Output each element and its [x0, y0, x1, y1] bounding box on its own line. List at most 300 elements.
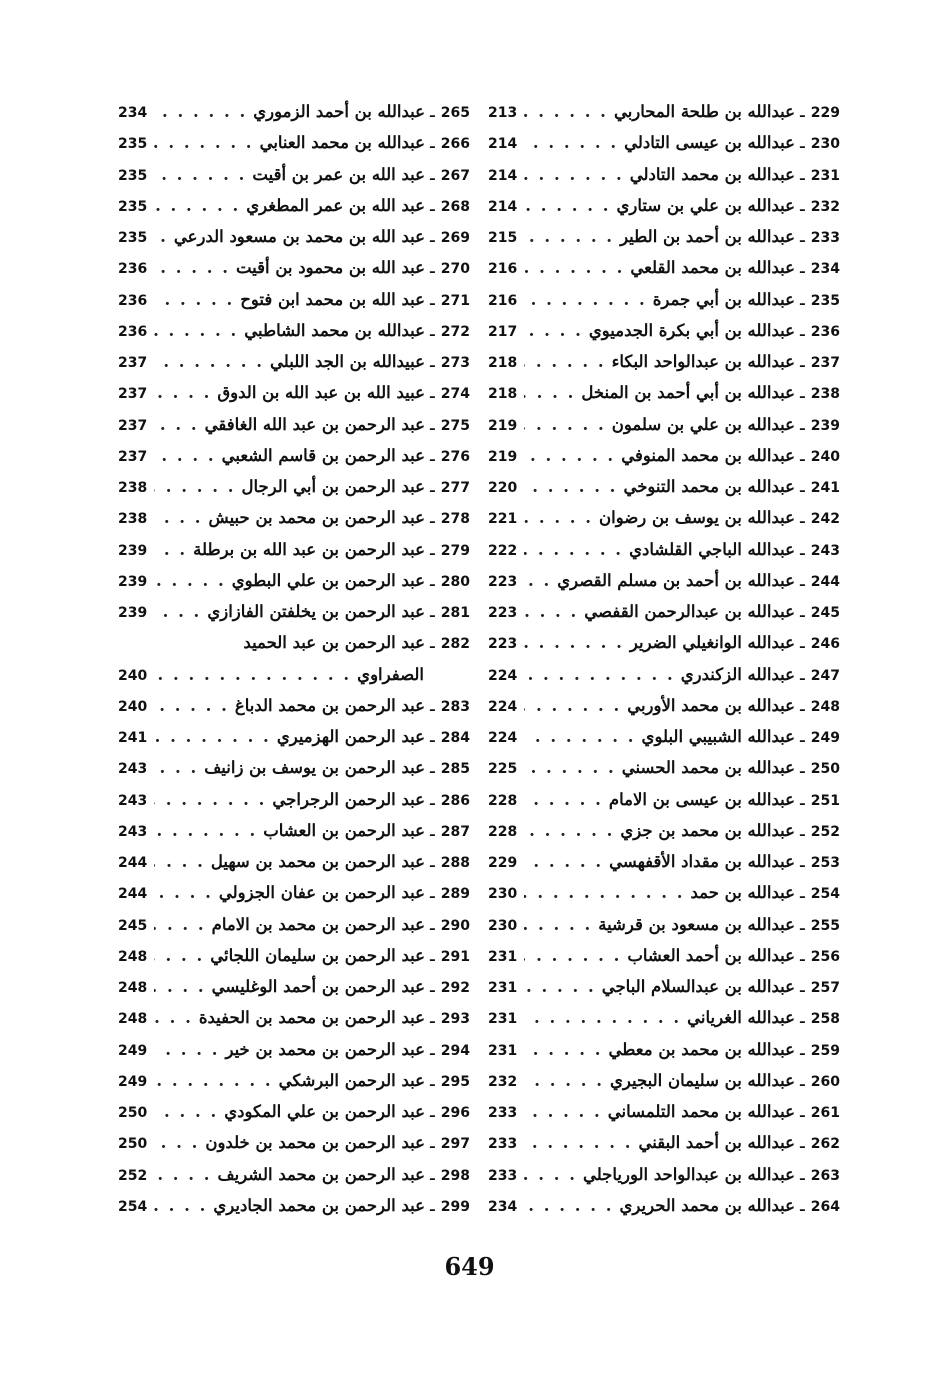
entry-name: عبدالله بن حمد [690, 883, 795, 903]
index-entry [118, 940, 470, 971]
entry-name: عبد الرحمن بن محمد الشريف [217, 1164, 425, 1184]
index-entry [488, 440, 840, 471]
entry-separator: ـ [799, 230, 805, 246]
dot-leader [154, 221, 168, 252]
entry-separator: ـ [429, 105, 435, 121]
entry-name: عبدالله بن محمد التلمساني [607, 1102, 795, 1121]
entry-number: 241 [810, 480, 840, 496]
entry-page-ref: 250 [118, 1105, 148, 1121]
entry-number: 273 [440, 355, 470, 371]
entry-separator: ـ [429, 823, 435, 840]
entry-page-ref: 241 [118, 730, 148, 746]
dot-leader [524, 440, 615, 471]
dot-leader [524, 409, 606, 440]
entry-separator: ـ [799, 198, 805, 215]
entry-separator: ـ [429, 542, 435, 559]
dot-leader [524, 315, 583, 346]
index-entry [488, 190, 840, 221]
index-entry [118, 502, 470, 533]
entry-number: 251 [810, 792, 840, 809]
entry-number: 259 [810, 1042, 840, 1059]
dot-leader [524, 127, 618, 158]
entry-number: 272 [440, 323, 470, 340]
entry-name: عبد الرحمن بن عبد الحميد [243, 633, 425, 653]
index-entry [488, 627, 840, 658]
index-entry [118, 627, 470, 658]
dot-leader [154, 940, 204, 971]
entry-separator: ـ [429, 292, 435, 309]
entry-number: 270 [440, 261, 470, 278]
entry-page-ref: 233 [488, 1105, 518, 1121]
entry-name: عبد الرحمن الرجراجي [272, 789, 425, 809]
entry-name: عبد الله بن عمر المطغري [246, 195, 425, 215]
entry-separator: ـ [799, 855, 805, 871]
index-entry [118, 1065, 470, 1096]
entry-page-ref: 225 [488, 761, 518, 778]
entry-separator: ـ [799, 480, 805, 496]
entry-name: عبدالله بن طلحة المحاربي [613, 102, 795, 121]
entry-separator: ـ [429, 980, 435, 996]
dot-leader [154, 752, 198, 783]
entry-page-ref: 216 [488, 292, 518, 309]
entry-name: عبد الرحمن البرشكي [278, 1070, 425, 1090]
index-entry [488, 252, 840, 283]
index-entry [488, 1002, 840, 1033]
entry-number: 269 [440, 230, 470, 246]
index-entry [488, 1034, 840, 1065]
entry-page-ref: 240 [118, 667, 148, 684]
entry-separator: ـ [799, 948, 805, 965]
entry-name: عبدالله الغرياني [687, 1008, 795, 1028]
entry-number: 260 [810, 1073, 840, 1090]
index-entry [488, 471, 840, 502]
entry-name: عبدالله بن سليمان البجيري [609, 1070, 795, 1090]
dot-leader [154, 440, 216, 471]
entry-separator: ـ [429, 511, 435, 528]
dot-leader [154, 721, 271, 752]
index-entry [118, 971, 470, 1002]
dot-leader [524, 1034, 603, 1065]
entry-page-ref: 214 [488, 136, 518, 153]
dot-leader [524, 721, 636, 752]
entry-separator: ـ [799, 511, 805, 528]
entry-separator: ـ [799, 917, 805, 934]
entry-name: عبد الرحمن بن محمد بن الامام [211, 914, 425, 934]
dot-leader [524, 1096, 602, 1127]
index-entry [118, 877, 470, 908]
entry-number: 231 [810, 167, 840, 184]
entry-page-ref: 235 [118, 230, 148, 246]
entry-separator: ـ [429, 573, 435, 590]
index-entry [488, 877, 840, 908]
index-entry [118, 565, 470, 596]
dot-leader [154, 784, 266, 815]
entry-name: عبد الله بن عمر بن أقيت [252, 164, 425, 184]
entry-page-ref: 217 [488, 323, 518, 340]
entry-name: عبدالله بن محمد القلعي [630, 258, 795, 278]
entry-number: 256 [810, 948, 840, 965]
entry-separator: ـ [799, 698, 805, 715]
index-entry [118, 252, 470, 283]
entry-page-ref: 231 [488, 1011, 518, 1028]
entry-page-ref: 236 [118, 323, 148, 340]
entry-page-ref: 245 [118, 917, 148, 934]
index-entry [488, 784, 840, 815]
entry-separator: ـ [799, 761, 805, 778]
index-entry [118, 815, 470, 846]
entry-number: 262 [810, 1136, 840, 1153]
entry-name: عبدالله بن محمد التنوخي [623, 477, 795, 496]
entry-separator: ـ [429, 761, 435, 778]
dot-leader [154, 502, 203, 533]
index-entry [488, 1159, 840, 1190]
entry-separator: ـ [429, 230, 435, 246]
entry-number: 257 [810, 980, 840, 996]
page-number: 649 [444, 1252, 495, 1281]
entry-page-ref: 243 [118, 792, 148, 809]
entry-number: 285 [440, 761, 470, 778]
entry-name: عبد الرحمن بن محمد الجاديري [213, 1195, 425, 1215]
index-entry [118, 1127, 470, 1158]
entry-number: 244 [810, 573, 840, 590]
entry-page-ref: 231 [488, 980, 518, 996]
entry-name: عبد الرحمن بن محمد الدباغ [234, 695, 425, 715]
entry-number: 266 [440, 136, 470, 153]
dot-leader [154, 1002, 193, 1033]
entry-number: 243 [810, 542, 840, 559]
entry-separator: ـ [799, 355, 805, 371]
dot-leader [524, 190, 611, 221]
entry-number: 245 [810, 605, 840, 621]
entry-separator: ـ [799, 886, 805, 903]
entry-page-ref: 237 [118, 355, 148, 371]
dot-leader [524, 284, 647, 315]
entry-number: 284 [440, 730, 470, 746]
entry-number: 236 [810, 323, 840, 340]
dot-leader [524, 346, 606, 377]
index-entry [488, 971, 840, 1002]
index-entry [118, 721, 470, 752]
index-entry [118, 534, 470, 565]
entry-number: 239 [810, 417, 840, 434]
dot-leader [154, 96, 247, 127]
entry-page-ref: 248 [118, 980, 148, 996]
entry-page-ref: 230 [488, 886, 518, 903]
dot-leader [154, 1065, 273, 1096]
entry-number: 282 [440, 636, 470, 653]
entry-page-ref: 218 [488, 386, 518, 403]
entry-name: عبد الله بن محمد بن مسعود الدرعي [173, 227, 425, 246]
entry-name: عبد الرحمن بن سليمان اللجائي [210, 945, 425, 965]
entry-number: 229 [810, 105, 840, 121]
entry-page-ref: 224 [488, 667, 518, 684]
entry-separator: ـ [429, 323, 435, 340]
index-entry [118, 409, 470, 440]
dot-leader [524, 909, 592, 940]
entry-page-ref: 235 [118, 136, 148, 153]
dot-leader [524, 96, 608, 127]
entry-name: عبد الرحمن بن يخلفتن الفازازي [207, 602, 425, 621]
index-entry [488, 1096, 840, 1127]
entry-number: 275 [440, 417, 470, 434]
index-entry [118, 377, 470, 408]
index-entry [488, 752, 840, 783]
entry-page-ref: 248 [118, 948, 148, 965]
dot-leader [154, 1034, 219, 1065]
entry-number: 279 [440, 542, 470, 559]
index-entry [118, 1096, 470, 1127]
dot-leader [154, 1159, 212, 1190]
dot-leader [154, 534, 187, 565]
entry-number: 240 [810, 448, 840, 465]
index-entry [488, 596, 840, 627]
entry-number: 265 [440, 105, 470, 121]
entry-number: 230 [810, 136, 840, 153]
entry-name: عبدالله بن محمد الحريري [619, 1195, 795, 1215]
entry-page-ref: 233 [488, 1167, 518, 1184]
dot-leader [524, 1159, 577, 1190]
entry-separator: ـ [429, 1167, 435, 1184]
entry-name: عبدالله بن يوسف بن رضوان [599, 508, 795, 528]
index-entry [488, 377, 840, 408]
entry-name: عبدالله الوانغيلي الضرير [629, 633, 795, 653]
entry-page-ref: 214 [488, 198, 518, 215]
dot-leader [524, 565, 551, 596]
entry-name: عبدالله بن أبي بكرة الجدميوي [588, 320, 795, 340]
entry-separator: ـ [799, 792, 805, 809]
dot-leader [524, 690, 621, 721]
entry-name: عبدالله بن أحمد العشاب [627, 945, 795, 965]
entry-page-ref: 238 [118, 511, 148, 528]
entry-number: 253 [810, 855, 840, 871]
dot-leader [524, 534, 623, 565]
index-entry [118, 346, 470, 377]
entry-page-ref: 233 [488, 1136, 518, 1153]
entry-page-ref: 254 [118, 1198, 148, 1215]
entry-number: 278 [440, 511, 470, 528]
index-entry [118, 1002, 470, 1033]
index-entry [118, 315, 470, 346]
entry-page-ref: 223 [488, 636, 518, 653]
dot-leader [524, 659, 675, 690]
entry-number: 271 [440, 292, 470, 309]
dot-leader [524, 877, 685, 908]
entry-name: عبدالله الزكندري [680, 664, 795, 684]
entry-separator: ـ [429, 917, 435, 934]
entry-page-ref: 224 [488, 730, 518, 746]
entry-page-ref: 221 [488, 511, 518, 528]
index-entry [118, 159, 470, 190]
index-entry [488, 159, 840, 190]
entry-page-ref: 234 [118, 105, 148, 121]
entry-name: عبد الرحمن بن عبد الله بن برطلة [193, 539, 425, 559]
entry-separator: ـ [429, 636, 435, 653]
entry-name: عبد الرحمن الهزميري [276, 727, 425, 746]
entry-number: 294 [440, 1042, 470, 1059]
index-column-left [118, 96, 470, 1221]
index-entry [118, 690, 470, 721]
entry-name: عبد الله بن محمود بن أقيت [235, 258, 425, 278]
entry-separator: ـ [799, 1167, 805, 1184]
entry-name: عبدالله بن محمد الأوربي [627, 695, 795, 715]
entry-name: عبد الرحمن بن أحمد الوغليسي [211, 977, 425, 996]
index-entry [118, 596, 470, 627]
index-entry [488, 846, 840, 877]
entry-page-ref: 250 [118, 1136, 148, 1153]
entry-separator: ـ [429, 136, 435, 153]
entry-page-ref: 244 [118, 855, 148, 871]
entry-name: عبد الرحمن بن علي البطوي [231, 570, 425, 590]
entry-name: عبد الرحمن بن علي المكودي [224, 1102, 425, 1121]
entry-number: 258 [810, 1011, 840, 1028]
entry-name: عبد الرحمن بن قاسم الشعبي [221, 445, 425, 465]
entry-separator: ـ [429, 1136, 435, 1153]
entry-number: 280 [440, 573, 470, 590]
entry-separator: ـ [429, 386, 435, 403]
entry-page-ref: 219 [488, 417, 518, 434]
entry-separator: ـ [799, 730, 805, 746]
entry-separator: ـ [799, 980, 805, 996]
entry-name: عبد الرحمن بن محمد بن الحفيدة [198, 1008, 425, 1028]
entry-name: عبدالله بن محمد بن معطي [608, 1039, 795, 1059]
entry-separator: ـ [799, 417, 805, 434]
entry-separator: ـ [799, 292, 805, 309]
index-entry [118, 1190, 470, 1221]
entry-number: 246 [810, 636, 840, 653]
entry-name: عبدالله بن علي بن ستاري [616, 195, 795, 215]
dot-leader [154, 1096, 218, 1127]
entry-number: 250 [810, 761, 840, 778]
index-entry [118, 471, 470, 502]
entry-name: عبدالله بن أحمد بن الطير [620, 227, 795, 246]
entry-page-ref: 220 [488, 480, 518, 496]
entry-page-ref: 228 [488, 823, 518, 840]
entry-name: عبدالله بن عبدالواحد البكاء [611, 352, 795, 371]
index-entry [488, 659, 840, 690]
dot-leader [524, 971, 596, 1002]
entry-page-ref: 235 [118, 198, 148, 215]
entry-number: 289 [440, 886, 470, 903]
dot-leader [154, 815, 257, 846]
entry-number: 286 [440, 792, 470, 809]
entry-page-ref: 236 [118, 292, 148, 309]
entry-name: عبدالله بن علي بن سلمون [611, 414, 795, 434]
dot-leader [154, 346, 264, 377]
entry-separator: ـ [799, 261, 805, 278]
entry-number: 288 [440, 855, 470, 871]
entry-name: عبدالله الشبيبي البلوي [641, 727, 795, 746]
dot-leader [524, 471, 617, 502]
entry-number: 297 [440, 1136, 470, 1153]
entry-separator: ـ [799, 636, 805, 653]
dot-leader [524, 940, 621, 971]
entry-page-ref: 215 [488, 230, 518, 246]
entry-name: عبدالله بن عبدالواحد الورياجلي [582, 1164, 795, 1184]
entry-separator: ـ [429, 1073, 435, 1090]
entry-number: 261 [810, 1105, 840, 1121]
dot-leader [524, 784, 603, 815]
entry-name: عبد الرحمن بن عبد الله الغافقي [204, 414, 425, 434]
entry-page-ref: 248 [118, 1011, 148, 1028]
dot-leader [154, 1190, 207, 1221]
index-entry [488, 1065, 840, 1096]
index-entry [488, 534, 840, 565]
entry-number: 237 [810, 355, 840, 371]
index-entry [118, 1034, 470, 1065]
entry-separator: ـ [429, 417, 435, 434]
entry-number: 233 [810, 230, 840, 246]
entry-name: عبد الرحمن بن يوسف بن زانيف [204, 758, 425, 778]
entry-separator: ـ [429, 1011, 435, 1028]
entry-number: 287 [440, 823, 470, 840]
entry-name: عبدالله بن عبدالسلام الباجي [601, 977, 795, 996]
entry-name: عبد الرحمن بن محمد بن حبيش [208, 508, 425, 528]
entry-name: الصفراوي [357, 664, 424, 684]
entry-separator: ـ [429, 855, 435, 871]
dot-leader [154, 846, 205, 877]
entry-name: عبيد الله بن عبد الله بن الدوق [217, 383, 425, 403]
entry-name: عبدالله بن محمد الشاطبي [244, 320, 425, 340]
entry-page-ref: 213 [488, 105, 518, 121]
entry-page-ref: 237 [118, 386, 148, 403]
dot-leader [154, 690, 229, 721]
entry-name: عبد الرحمن بن عفان الجزولي [218, 883, 425, 903]
entry-name: عبد الرحمن بن العشاب [263, 820, 425, 840]
index-entry [488, 1190, 840, 1221]
index-entry [488, 1127, 840, 1158]
dot-leader [154, 909, 206, 940]
dot-leader [154, 565, 226, 596]
entry-name: عبد الله بن محمد ابن فتوح [240, 289, 425, 309]
entry-name: عبدالله الباجي القلشادي [629, 539, 795, 559]
entry-name: عبدالله بن أحمد الزموري [253, 102, 425, 121]
entry-page-ref: 224 [488, 698, 518, 715]
entry-page-ref: 223 [488, 605, 518, 621]
dot-leader [524, 846, 603, 877]
entry-page-ref: 222 [488, 542, 518, 559]
index-entry [488, 565, 840, 596]
entry-page-ref: 249 [118, 1073, 148, 1090]
entry-page-ref: 216 [488, 261, 518, 278]
entry-number: 295 [440, 1073, 470, 1090]
entry-page-ref: 243 [118, 761, 148, 778]
entry-name: عبيدالله بن الجد اللبلي [270, 352, 425, 371]
index-entry [118, 909, 470, 940]
entry-number: 238 [810, 386, 840, 403]
dot-leader [154, 127, 254, 158]
dot-leader [524, 1002, 681, 1033]
dot-leader [154, 190, 240, 221]
entry-separator: ـ [799, 542, 805, 559]
index-entry [488, 409, 840, 440]
entry-number: 283 [440, 698, 470, 715]
entry-page-ref: 243 [118, 823, 148, 840]
entry-page-ref: 223 [488, 573, 518, 590]
entry-number: 296 [440, 1105, 470, 1121]
entry-page-ref: 244 [118, 886, 148, 903]
dot-leader [524, 252, 624, 283]
entry-number: 277 [440, 480, 470, 496]
dot-leader [154, 284, 234, 315]
entry-separator: ـ [799, 573, 805, 590]
index-entry [118, 752, 470, 783]
index-entry [488, 221, 840, 252]
entry-separator: ـ [429, 167, 435, 184]
index-entry [488, 909, 840, 940]
entry-name: عبدالله بن أبي جمرة [652, 289, 795, 309]
dot-leader [154, 1127, 199, 1158]
entry-number: 235 [810, 292, 840, 309]
